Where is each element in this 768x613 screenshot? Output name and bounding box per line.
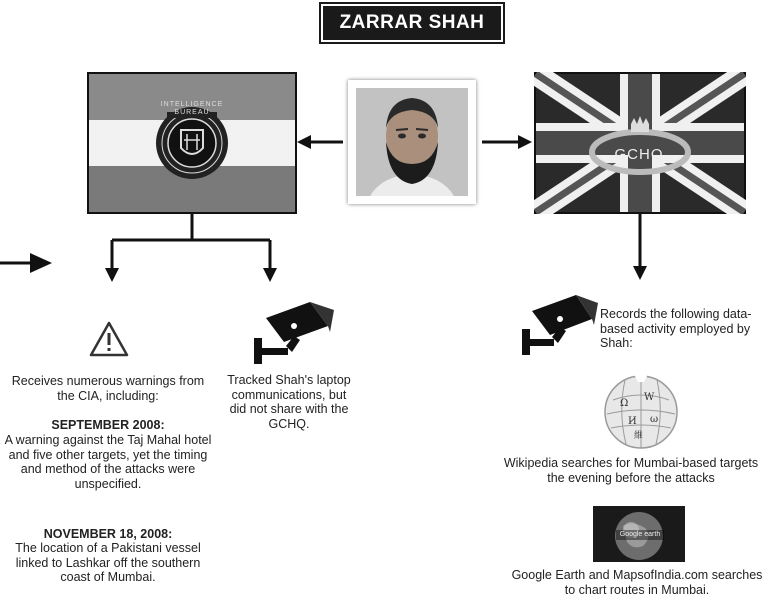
- warnings-intro: Receives numerous warnings from the CIA, including:: [11, 374, 205, 403]
- page-title: ZARRAR SHAH: [323, 6, 501, 40]
- gchq-logo-text: GCHQ: [614, 146, 664, 163]
- ib-flag: [87, 72, 297, 214]
- shah-photo: [348, 80, 476, 204]
- surveillance-camera-icon-gchq: [518, 295, 602, 362]
- svg-text:ω: ω: [650, 414, 659, 425]
- wikipedia-globe-icon: [600, 370, 682, 455]
- arrow-right-to-gchq: [518, 135, 532, 149]
- september-heading: SEPTEMBER 2008:: [51, 418, 165, 432]
- arrow-down-tracked: [263, 268, 277, 282]
- gchq-records-text: Records the following data-based activity employed by Shah:: [600, 307, 752, 350]
- november-body: The location of a Pakistani vessel linked to Lashkar off the southern coast of Mumbai.: [15, 541, 201, 584]
- arrow-down-gchq: [633, 266, 647, 280]
- svg-text:И: И: [628, 416, 637, 427]
- november-heading: NOVEMBER 18, 2008:: [43, 527, 173, 541]
- svg-text:W: W: [644, 392, 655, 403]
- september-body: A warning against the Taj Mahal hotel and five other targets, yet the timing and method of the attacks were unspecified.: [4, 433, 212, 491]
- warning-icon: [88, 320, 130, 363]
- google-earth-caption: Google Earth and MapsofIndia.com searches to chart routes in Mumbai.: [511, 568, 763, 597]
- svg-text:維: 維: [634, 431, 644, 441]
- wikipedia-caption: Wikipedia searches for Mumbai-based targets the evening before the attacks: [503, 456, 759, 485]
- surveillance-camera-icon: [250, 300, 340, 371]
- svg-text:Ω: Ω: [620, 398, 629, 409]
- google-earth-logo: Google earth: [616, 530, 664, 540]
- arrow-down-warnings: [105, 268, 119, 282]
- arrow-incoming-left: [30, 253, 52, 273]
- gchq-flag: [534, 72, 746, 214]
- ib-seal-text: INTELLIGENCE BUREAU: [160, 101, 224, 116]
- tracked-text: Tracked Shah's laptop communications, but did not share with the GCHQ.: [227, 373, 351, 431]
- arrow-left-to-ib: [297, 135, 311, 149]
